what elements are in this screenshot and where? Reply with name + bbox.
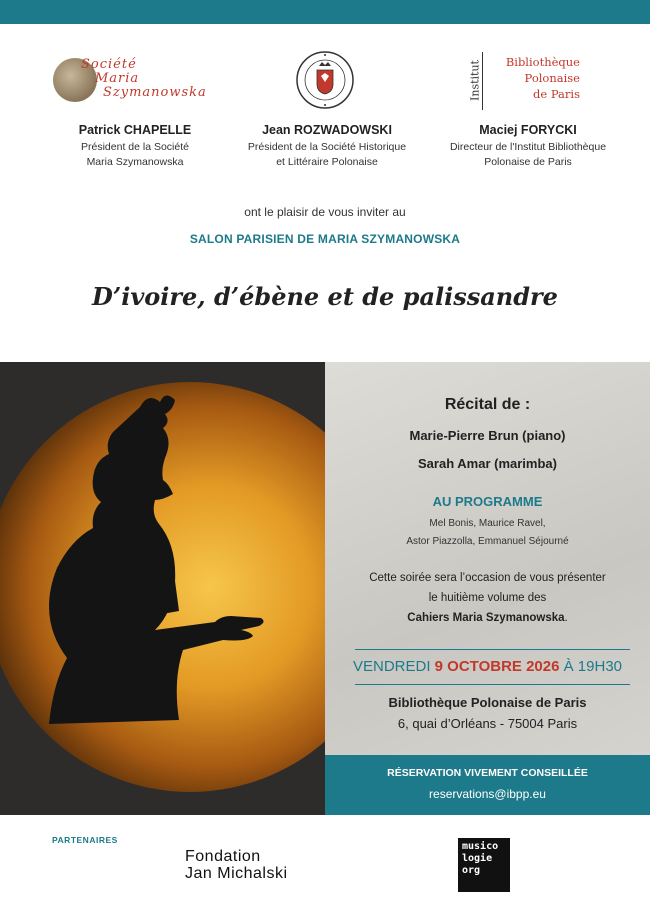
partners-label: PARTENAIRES [52, 835, 118, 845]
logo-line: Polonaise [524, 71, 580, 85]
fondation-logo: Fondation Jan Michalski [185, 848, 288, 882]
institut-logo [438, 50, 618, 118]
divider [355, 649, 630, 650]
societe-historique-logo [237, 50, 417, 118]
performer: Marie-Pierre Brun (piano) [409, 428, 566, 443]
host-societe [45, 50, 225, 170]
host-name: Patrick CHAPELLE [78, 123, 192, 137]
occasion-line: le huitième volume des [428, 592, 547, 604]
host-role: Président de la Société Historique et Littéraire Polonaise [247, 141, 407, 168]
event-date: VENDREDI 9 OCTOBRE 2026 À 19H30 [352, 658, 622, 675]
reservation-email[interactable]: reservations@ibpp.eu [429, 787, 546, 801]
occasion-line: Cette soirée sera l’occasion de vous présenter [369, 572, 606, 584]
details-panel [325, 362, 650, 755]
host-name: Jean ROZWADOWSKI [262, 123, 392, 137]
salon-title: SALON PARISIEN DE MARIA SZYMANOWSKA [189, 232, 461, 246]
host-name: Maciej FORYCKI [479, 123, 577, 137]
address: 6, quai d’Orléans - 75004 Paris [397, 716, 578, 731]
divider [355, 684, 630, 685]
reservation-title: RÉSERVATION VIVEMENT CONSEILLÉE [387, 767, 588, 779]
societe-logo [45, 50, 225, 118]
host-societe-historique [237, 50, 417, 170]
performer: Sarah Amar (marimba) [418, 456, 557, 471]
reservation-box [325, 755, 650, 815]
logo-line: de Paris [533, 87, 580, 101]
seal-icon [295, 50, 355, 110]
host-role: Président de la Société Maria Szymanowska [81, 141, 189, 168]
institut-label: Institut [468, 60, 482, 101]
recital-heading: Récital de : [444, 396, 531, 413]
programme-heading: AU PROGRAMME [432, 494, 543, 509]
cahiers-title: Cahiers Maria Szymanowska [407, 612, 565, 624]
composers-line: Astor Piazzolla, Emmanuel Séjourné [406, 536, 569, 547]
musicologie-logo: musico logie org [458, 838, 510, 892]
invite-text: ont le plaisir de vous inviter au [244, 205, 406, 219]
venue: Bibliothèque Polonaise de Paris [388, 695, 587, 710]
occasion-line: Cahiers Maria Szymanowska. [407, 612, 568, 624]
logo-line: Szymanowska [103, 85, 207, 100]
composers-line: Mel Bonis, Maurice Ravel, [429, 518, 546, 529]
host-institut [438, 50, 618, 170]
host-role: Directeur de l'Institut Bibliothèque Polonaise de Paris [449, 141, 607, 168]
silhouette-illustration [0, 362, 325, 815]
logo-line: Maria [95, 71, 140, 86]
logo-line: Société [81, 57, 137, 72]
event-title: D’ivoire, d’ébène et de palissandre [92, 282, 558, 311]
logo-line: Bibliothèque [505, 55, 580, 69]
top-bar [0, 0, 650, 24]
event-band [0, 362, 650, 815]
